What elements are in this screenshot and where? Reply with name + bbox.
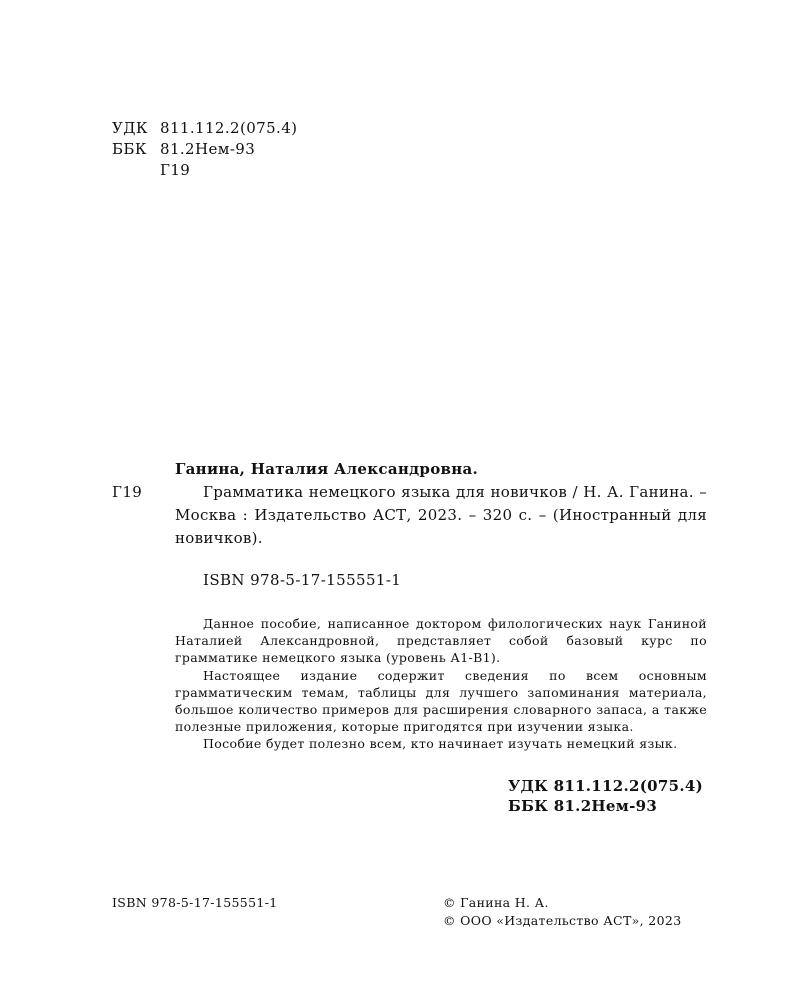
annotation-bbk: ББК 81.2Нем-93 xyxy=(508,797,658,815)
bbk-line xyxy=(112,139,255,160)
author-mark-top: Г19 xyxy=(160,161,191,179)
copyright-author: © Ганина Н. А. xyxy=(443,895,549,910)
udk-value: 811.112.2(075.4) xyxy=(160,119,298,137)
copyright-publisher: © ООО «Издательство АСТ», 2023 xyxy=(443,913,682,928)
annotation-paragraph: Пособие будет полезно всем, кто начинает изучать немецкий язык. xyxy=(203,736,678,752)
author-mark: Г19 xyxy=(112,483,143,501)
udk-line xyxy=(112,118,297,139)
bibliographic-description: Грамматика немецкого языка для новичков / Н. А. Ганина. – Москва : Издательство АСТ, 2023. – 320 с. – (Иностранный для новичков). xyxy=(175,483,707,547)
udk-label: УДК xyxy=(112,119,148,137)
annotation-udk: УДК 811.112.2(075.4) xyxy=(508,777,704,795)
author-name: Ганина, Наталия Александровна. xyxy=(175,460,479,478)
footer-isbn: ISBN 978-5-17-155551-1 xyxy=(112,895,278,910)
annotation-paragraph: Данное пособие, написанное доктором филологических наук Ганиной Наталией Александровной, представляет собой базовый курс по грамматике немецкого языка (уровень А1-В1). xyxy=(175,616,707,666)
bbk-value: 81.2Нем-93 xyxy=(160,140,256,158)
isbn: ISBN 978-5-17-155551-1 xyxy=(203,571,402,589)
bbk-label: ББК xyxy=(112,140,147,158)
classification-codes xyxy=(508,776,703,816)
annotation xyxy=(175,615,707,753)
annotation-paragraph: Настоящее издание содержит сведения по всем основным грамматическим темам, таблицы для лучшего запоминания материала, большое количество примеров для расширения словарного запаса, а также полезные приложения, которые пригодятся при изучении языка. xyxy=(175,667,707,735)
